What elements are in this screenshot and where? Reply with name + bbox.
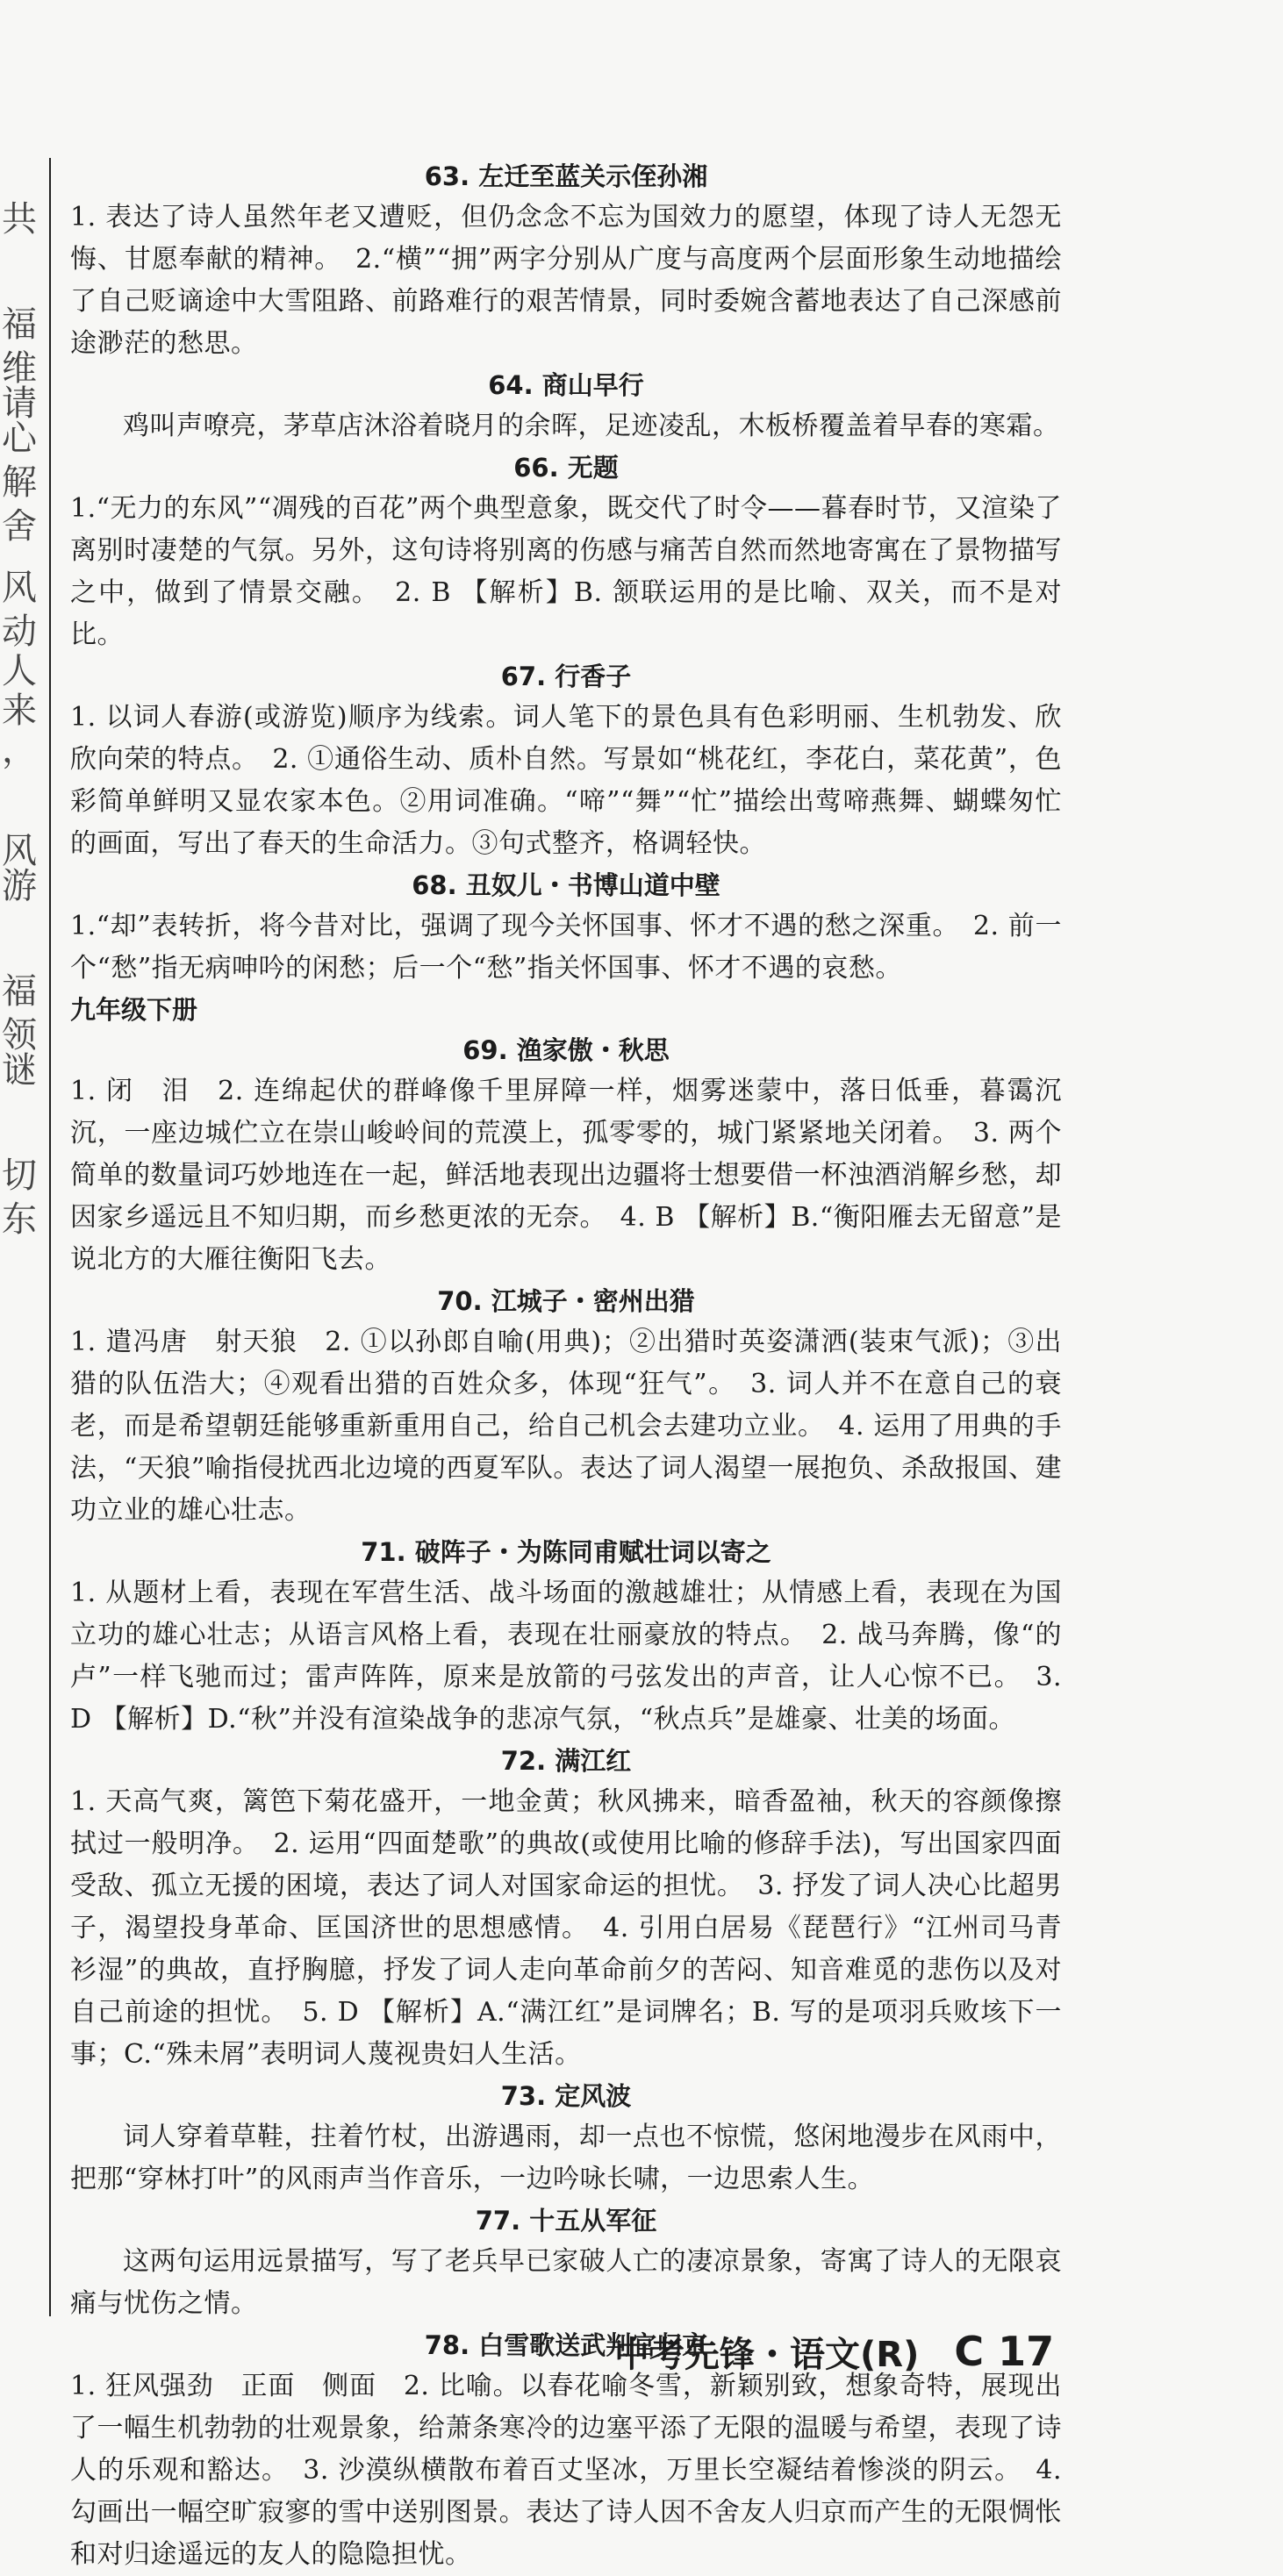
answer-text: 1. 从题材上看，表现在军营生活、战斗场面的激越雄壮；从情感上看，表现在为国立功的雄心壮志；从语言风格上看，表现在壮丽豪放的特点。 2. 战马奔腾，像“的卢”一样飞驰而过；雷声阵阵，原来是放箭的弓弦发出的声音，让人心惊不已。 3. D 【解析】D.“秋”并没有渲染战争的悲凉气氛，“秋点兵”是雄豪、壮美的场面。 bbox=[70, 1578, 1062, 1735]
page-footer bbox=[614, 2325, 1054, 2378]
margin-fragment: 动 bbox=[2, 612, 37, 652]
poem-title: 71. 破阵子・为陈同甫赋壮词以寄之 bbox=[361, 1537, 771, 1567]
margin-fragment: 人 bbox=[2, 651, 37, 691]
margin-fragment: 切 bbox=[2, 1156, 37, 1196]
margin-fragment: 共 bbox=[2, 199, 37, 240]
answer-entry bbox=[70, 2076, 1062, 2200]
answer-text: 词人穿着草鞋，拄着竹杖，出游遇雨，却一点也不惊慌，悠闲地漫步在风雨中，把那“穿林打叶”的风雨声当作音乐，一边吟咏长啸，一边思索人生。 bbox=[70, 2122, 1062, 2194]
answer-entry bbox=[70, 1281, 1062, 1532]
answer-text: 鸡叫声嘹亮，茅草店沐浴着晓月的余晖，足迹凌乱，木板桥覆盖着早春的寒霜。 bbox=[123, 411, 1060, 441]
answer-entry bbox=[70, 365, 1062, 447]
margin-fragment: 解 bbox=[2, 462, 37, 503]
poem-title: 70. 江城子・密州出猎 bbox=[437, 1286, 695, 1316]
answer-entry bbox=[70, 865, 1062, 990]
answer-text: 1. 以词人春游(或游览)顺序为线索。词人笔下的景色具有色彩明丽、生机勃发、欣欣向荣的特点。 2. ①通俗生动、质朴自然。写景如“桃花红，李花白，菜花黄”，色彩简单鲜明又显农家本色。②用词准确。“啼”“舞”“忙”描绘出莺啼燕舞、蝴蝶匆忙的画面，写出了春天的生命活力。③句式整齐，格调轻快。 bbox=[70, 702, 1062, 859]
column-rule bbox=[49, 158, 51, 2316]
margin-fragment: 福 bbox=[2, 304, 37, 345]
answer-text: 1. 闭 泪 2. 连绵起伏的群峰像千里屏障一样，烟雾迷蒙中，落日低垂，暮霭沉沉，一座边城伫立在崇山峻岭间的荒漠上，孤零零的，城门紧紧地关闭着。 3. 两个简单的数量词巧妙地连在一起，鲜活地表现出边疆将士想要借一杯浊酒消解乡愁，却因家乡遥远且不知归期，而乡愁更浓的无奈。 4. B 【解析】B.“衡阳雁去无留意”是说北方的大雁往衡阳飞去。 bbox=[70, 1076, 1062, 1275]
answer-text: 1. 狂风强劲 正面 侧面 2. 比喻。以春花喻冬雪，新颖别致，想象奇特，展现出了一幅生机勃勃的壮观景象，给萧条寒冷的边塞平添了无限的温暖与希望，表现了诗人的乐观和豁达。 3. 沙漠纵横散布着百丈坚冰，万里长空凝结着惨淡的阴云。 4. 勾画出一幅空旷寂寥的雪中送别图景。表达了诗人因不舍友人归京而产生的无限惆怅和对归途遥远的友人的隐隐担忧。 bbox=[70, 2371, 1062, 2570]
answer-entry bbox=[70, 2200, 1062, 2325]
margin-fragment: 谜 bbox=[2, 1050, 37, 1091]
answer-entry bbox=[70, 156, 1062, 365]
poem-title: 73. 定风波 bbox=[500, 2081, 632, 2111]
answer-text: 1.“无力的东风”“凋残的百花”两个典型意象，既交代了时令——暮春时节，又渲染了离别时凄楚的气氛。另外，这句诗将别离的伤感与痛苦自然而然地寄寓在了景物描写之中，做到了情景交融。 2. B 【解析】B. 颔联运用的是比喻、双关，而不是对比。 bbox=[70, 493, 1062, 650]
answer-column bbox=[70, 156, 1062, 2576]
page-number: C 17 bbox=[954, 2328, 1055, 2375]
margin-fragment: 游 bbox=[2, 866, 37, 906]
margin-fragment: 舍 bbox=[2, 506, 37, 547]
margin-fragment: 福 bbox=[2, 971, 37, 1012]
answer-entry bbox=[70, 447, 1062, 656]
answer-entry bbox=[70, 1030, 1062, 1281]
margin-fragment: 风 bbox=[2, 568, 37, 608]
grade-heading: 九年级下册 bbox=[70, 995, 198, 1025]
poem-title: 64. 商山早行 bbox=[488, 370, 644, 400]
answer-text: 1. 遣冯唐 射天狼 2. ①以孙郎自喻(用典)；②出猎时英姿潇洒(装束气派)；③出猎的队伍浩大；④观看出猎的百姓众多，体现“狂气”。 3. 词人并不在意自己的衰老，而是希望朝廷能够重新重用自己，给自己机会去建功立业。 4. 运用了用典的手法，“天狼”喻指侵扰西北边境的西夏军队。表达了词人渴望一展抱负、杀敌报国、建功立业的雄心壮志。 bbox=[70, 1327, 1062, 1526]
poem-title: 66. 无题 bbox=[513, 453, 619, 483]
poem-title: 78. 白雪歌送武判官归京 bbox=[424, 2330, 708, 2360]
margin-fragment: 维 bbox=[2, 348, 37, 389]
poem-title: 69. 渔家傲・秋思 bbox=[462, 1035, 670, 1065]
poem-title: 77. 十五从军征 bbox=[475, 2206, 657, 2236]
answer-entry bbox=[70, 1532, 1062, 1741]
poem-title: 67. 行香子 bbox=[500, 662, 632, 691]
answer-entry bbox=[70, 656, 1062, 865]
left-margin-fragments bbox=[0, 0, 44, 2369]
poem-title: 72. 满江红 bbox=[500, 1746, 632, 1776]
margin-fragment: 来 bbox=[2, 691, 37, 731]
poem-title: 63. 左迁至蓝关示侄孙湘 bbox=[424, 161, 708, 191]
margin-fragment: 请 bbox=[2, 383, 37, 424]
answer-text: 1. 天高气爽，篱笆下菊花盛开，一地金黄；秋风拂来，暗香盈袖，秋天的容颜像擦拭过一般明净。 2. 运用“四面楚歌”的典故(或使用比喻的修辞手法)，写出国家四面受敌、孤立无援的困境，表达了词人对国家命运的担忧。 3. 抒发了词人决心比超男子，渴望投身革命、匡国济世的思想感情。 4. 引用白居易《琵琶行》“江州司马青衫湿”的典故，直抒胸臆，抒发了词人走向革命前夕的苦闷、知音难觅的悲伤以及对自己前途的担忧。 5. D 【解析】A.“满江红”是词牌名；B. 写的是项羽兵败垓下一事；C.“殊未屑”表明词人蔑视贵妇人生活。 bbox=[70, 1786, 1062, 2070]
margin-fragment: 风 bbox=[2, 831, 37, 871]
answer-text: 这两句运用远景描写，写了老兵早已家破人亡的凄凉景象，寄寓了诗人的无限哀痛与忧伤之情。 bbox=[70, 2246, 1062, 2319]
book-series-title: 中考先锋・语文(R) bbox=[614, 2334, 920, 2375]
answer-text: 1.“却”表转折，将今昔对比，强调了现今关怀国事、怀才不遇的愁之深重。 2. 前一个“愁”指无病呻吟的闲愁；后一个“愁”指关怀国事、怀才不遇的哀愁。 bbox=[70, 911, 1062, 984]
margin-fragment: 东 bbox=[2, 1199, 37, 1240]
margin-fragment: 心 bbox=[2, 419, 37, 459]
margin-fragment: 领 bbox=[2, 1015, 37, 1055]
answer-text: 1. 表达了诗人虽然年老又遭贬，但仍念念不忘为国效力的愿望，体现了诗人无怨无悔、甘愿奉献的精神。 2.“横”“拥”两字分别从广度与高度两个层面形象生动地描绘了自己贬谪途中大雪阻路、前路难行的艰苦情景，同时委婉含蓄地表达了自己深感前途渺茫的愁思。 bbox=[70, 202, 1062, 359]
poem-title: 68. 丑奴儿・书博山道中壁 bbox=[412, 870, 720, 900]
answer-entry bbox=[70, 1741, 1062, 2076]
margin-fragment: ， bbox=[2, 730, 37, 770]
